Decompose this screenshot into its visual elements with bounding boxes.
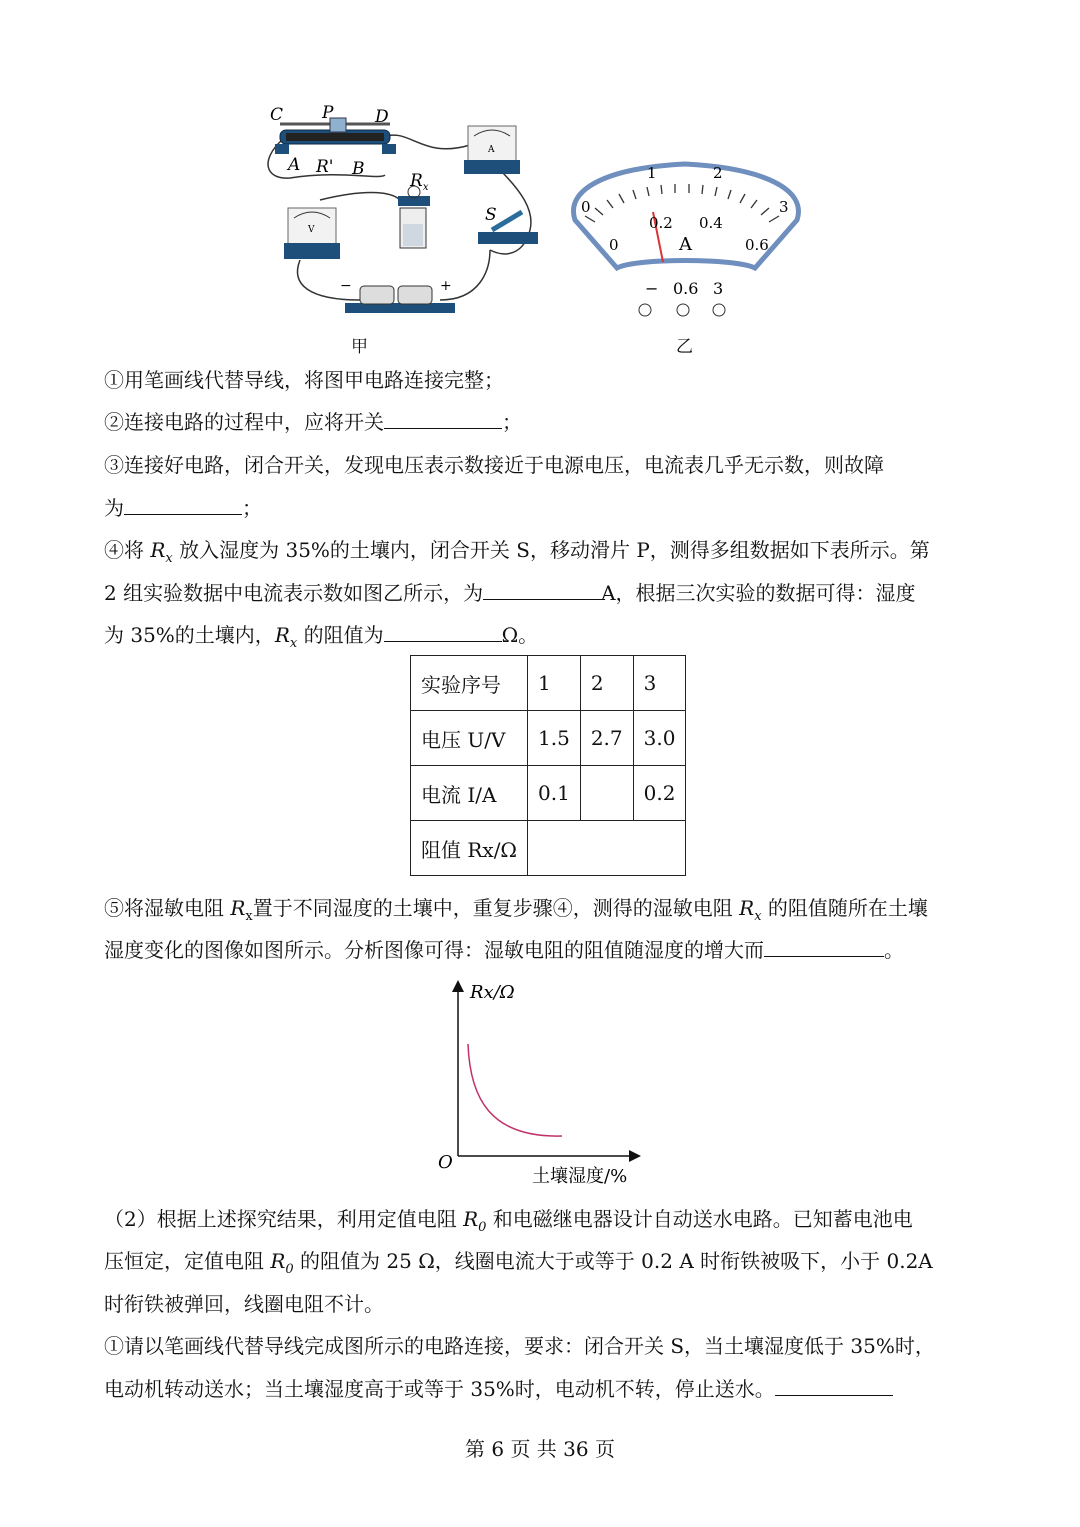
label-R-prime: R' bbox=[316, 157, 334, 177]
bottom-scale-0.4: 0.4 bbox=[699, 214, 723, 232]
dial-unit: A bbox=[679, 234, 692, 255]
answer-blank[interactable] bbox=[124, 494, 242, 515]
top-scale-2: 2 bbox=[713, 164, 723, 182]
bottom-scale-0.6: 0.6 bbox=[745, 236, 769, 254]
top-scale-3: 3 bbox=[779, 198, 789, 216]
x-axis-label: 土壤湿度/% bbox=[532, 1166, 628, 1187]
q2-line: ②连接电路的过程中，应将开关 ； bbox=[104, 410, 522, 434]
label-Rx: $R_x$ bbox=[410, 171, 429, 193]
q4-line-a: ④将 $R_x$ 放入湿度为 35%的土壤内，闭合开关 S，移动滑片 P，测得多组数据如下表所示。第 bbox=[104, 538, 930, 566]
bottom-scale-0: 0 bbox=[609, 236, 619, 254]
label-C: C bbox=[270, 105, 284, 125]
answer-blank[interactable] bbox=[775, 1375, 893, 1396]
caption-yi: 乙 bbox=[676, 337, 693, 357]
battery-plus: + bbox=[440, 278, 452, 294]
data-table bbox=[410, 655, 686, 876]
q5-line-b: 湿度变化的图像如图所示。分析图像可得：湿敏电阻的阻值随湿度的增大而 。 bbox=[104, 938, 904, 962]
label-S: S bbox=[485, 205, 497, 225]
terminal-3: 3 bbox=[713, 279, 724, 298]
p2-line-b: 压恒定，定值电阻 $R_0$ 的阻值为 25 Ω，线圈电流大于或等于 0.2 A 时衔铁被吸下，小于 0.2A bbox=[104, 1249, 933, 1277]
answer-blank[interactable] bbox=[483, 579, 601, 600]
resistance-humidity-chart bbox=[430, 978, 670, 1188]
q5-line-a: ⑤将湿敏电阻 $R_x$置于不同湿度的土壤中，重复步骤④，测得的湿敏电阻 $R_x$ 的阻值随所在土壤 bbox=[104, 896, 928, 924]
label-A: A bbox=[288, 155, 301, 175]
label-P: P bbox=[322, 103, 334, 123]
battery-minus: − bbox=[340, 278, 352, 294]
table-row: 电压 U/V 1.5 2.7 3.0 bbox=[411, 711, 686, 766]
q3-line-a: ③连接好电路，闭合开关，发现电压表示数接近于电源电压，电流表几乎无示数，则故障 bbox=[104, 453, 884, 477]
p2-line-a: （2）根据上述探究结果，利用定值电阻 $R_0$ 和电磁继电器设计自动送水电路。已知蓄电池电 bbox=[104, 1207, 913, 1235]
top-scale-1: 1 bbox=[647, 164, 657, 182]
table-row: 阻值 Rx/Ω bbox=[411, 821, 686, 876]
p2-line-c: 时衔铁被弹回，线圈电阻不计。 bbox=[104, 1292, 384, 1316]
y-axis-label: Rx/Ω bbox=[470, 982, 515, 1003]
ammeter-dial-yi bbox=[555, 150, 815, 330]
circuit-figure-jia bbox=[260, 100, 560, 325]
voltmeter-label: V bbox=[308, 225, 315, 235]
q4-line-b: 2 组实验数据中电流表示数如图乙所示，为 A，根据三次实验的数据可得：湿度 bbox=[104, 581, 916, 605]
terminal-0.6: 0.6 bbox=[673, 279, 699, 298]
q1-text: ①用笔画线代替导线，将图甲电路连接完整； bbox=[104, 368, 504, 392]
q3-line-b: 为 ； bbox=[104, 496, 262, 520]
ammeter-label: A bbox=[488, 145, 495, 155]
answer-blank[interactable] bbox=[384, 621, 502, 642]
table-row: 电流 I/A 0.1 0.2 bbox=[411, 766, 686, 821]
answer-blank[interactable] bbox=[764, 936, 884, 957]
origin-label: O bbox=[438, 1152, 453, 1173]
answer-blank[interactable] bbox=[384, 408, 502, 429]
p2-q1-line-b: 电动机转动送水；当土壤湿度高于或等于 35%时，电动机不转，停止送水。 bbox=[104, 1375, 893, 1403]
page-footer: 第 6 页 共 36 页 bbox=[465, 1437, 615, 1461]
top-scale-0: 0 bbox=[581, 198, 591, 216]
label-D: D bbox=[375, 107, 389, 127]
bottom-scale-0.2: 0.2 bbox=[649, 214, 673, 232]
p2-q1-line-a: ①请以笔画线代替导线完成图所示的电路连接，要求：闭合开关 S，当土壤湿度低于 35%时， bbox=[104, 1334, 935, 1358]
terminal-minus: − bbox=[645, 279, 659, 298]
table-row: 实验序号 1 2 3 bbox=[411, 656, 686, 711]
label-B: B bbox=[352, 159, 365, 179]
q4-line-c: 为 35%的土壤内，$R_x$ 的阻值为 Ω。 bbox=[104, 623, 539, 651]
caption-jia: 甲 bbox=[351, 337, 368, 357]
resistance-curve bbox=[468, 1044, 562, 1136]
